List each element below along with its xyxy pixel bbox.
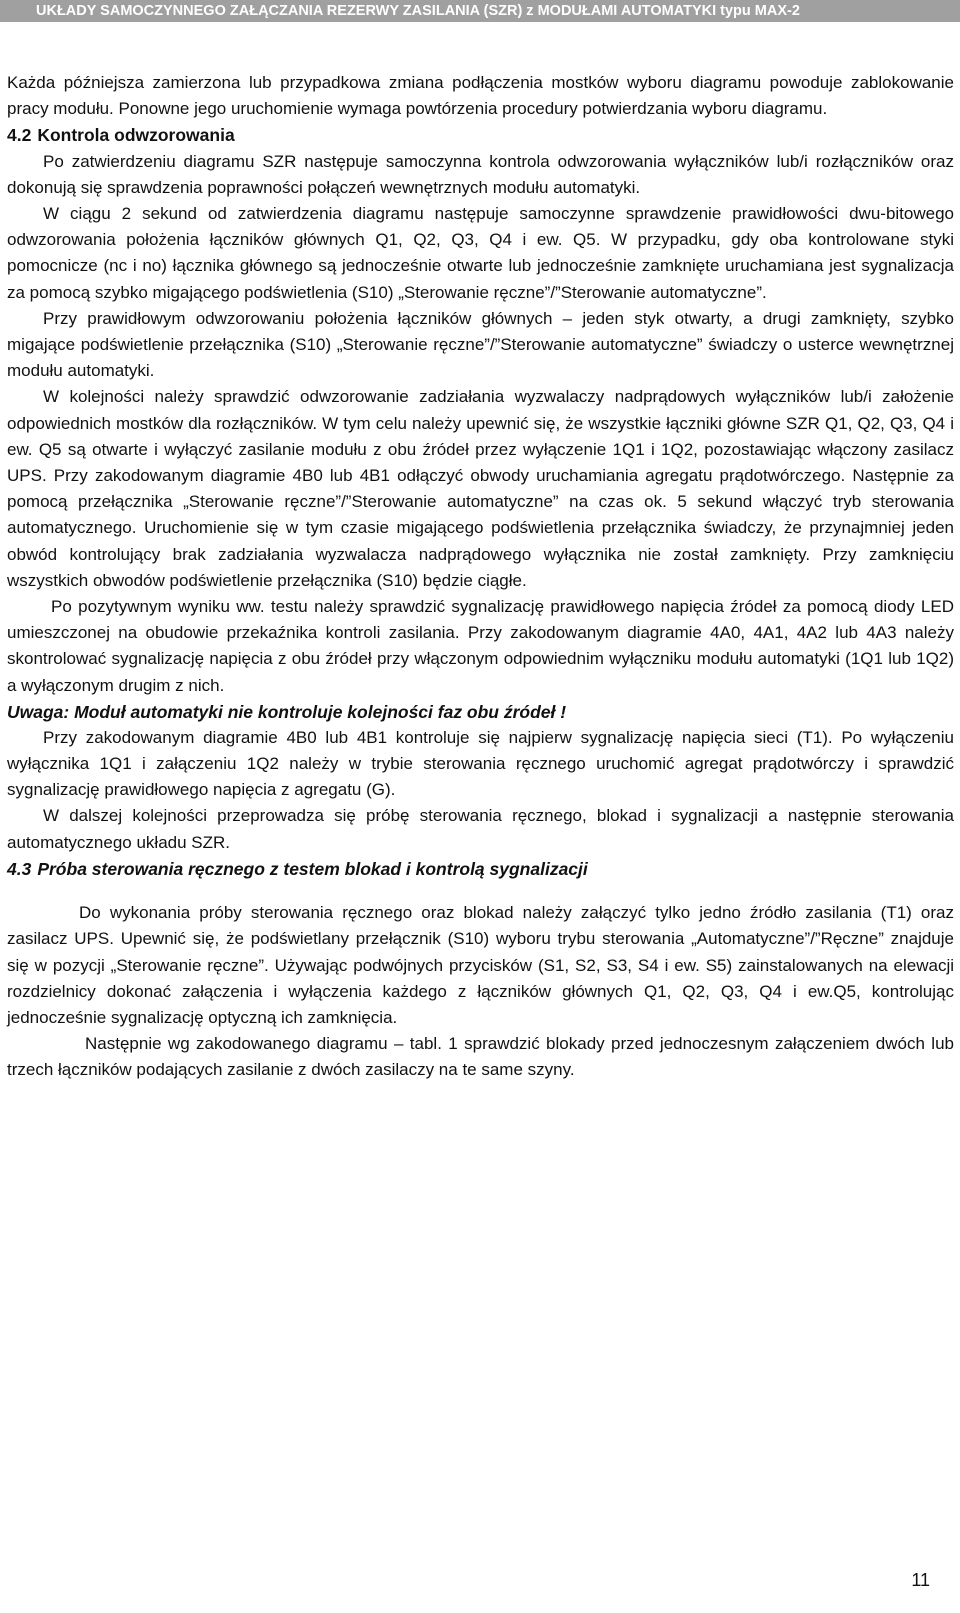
intro-paragraph: Każda późniejsza zamierzona lub przypadkowa zmiana podłączenia mostków wyboru diagramu powoduje zablokowanie pracy modułu. Ponowne jego uruchomienie wymaga powtórzenia procedury potwierdzania wyboru diagramu. xyxy=(7,73,954,119)
paragraph: W ciągu 2 sekund od zatwierdzenia diagramu następuje samoczynne sprawdzenie prawidłowości dwu-bitowego odwzorowania położenia łączników głównych Q1, Q2, Q3, Q4 i ew. Q5. W przypadku, gdy oba kontrolowane styki pomocnicze (nc i no) łącznika głównego są jednocześnie otwarte lub jednocześnie zamknięte uruchamiana jest sygnalizacja za pomocą szybko migającego podświetlenia (S10) „Sterowanie ręczne”/”Sterowanie automatyczne”. xyxy=(7,204,954,302)
section-number: 4.2 xyxy=(7,125,32,146)
paragraph: Po pozytywnym wyniku ww. testu należy sprawdzić sygnalizację prawidłowego napięcia źródeł za pomocą diody LED umieszczonej na obudowie przekaźnika kontroli zasilania. Przy zakodowanym diagramie 4A0, 4A1, 4A2 lub 4A3 należy skontrolować sygnalizację napięcia z obu źródeł przy włączonym odpowiednim wyłączniku modułu automatyki (1Q1 lub 1Q2) a wyłączonym drugim z nich. xyxy=(7,597,954,695)
document-body xyxy=(7,70,954,1084)
section-number: 4.3 xyxy=(7,858,32,879)
section-title: Próba sterowania ręcznego z testem blokad i kontrolą sygnalizacji xyxy=(37,858,588,879)
warning-note: Uwaga: Moduł automatyki nie kontroluje kolejności faz obu źródeł ! xyxy=(7,701,567,722)
document-header-title: UKŁADY SAMOCZYNNEGO ZAŁĄCZANIA REZERWY ZASILANIA (SZR) z MODUŁAMI AUTOMATYKI typu MAX-2 xyxy=(36,3,800,19)
section-heading-4-2 xyxy=(7,122,954,148)
section-heading-4-3 xyxy=(7,856,954,882)
paragraph: Przy prawidłowym odwzorowaniu położenia łączników głównych – jeden styk otwarty, a drugi zamknięty, szybko migające podświetlenie przełącznika (S10) „Sterowanie ręczne”/”Sterowanie automatyczne” świadczy o usterce wewnętrznej modułu automatyki. xyxy=(7,308,954,381)
paragraph: Po zatwierdzeniu diagramu SZR następuje samoczynna kontrola odwzorowania wyłączników lub/i rozłączników oraz dokonują się sprawdzenia poprawności połączeń wewnętrznych modułu automatyki. xyxy=(7,151,954,197)
paragraph: W kolejności należy sprawdzić odwzorowanie zadziałania wyzwalaczy nadprądowych wyłączników lub/i założenie odpowiednich mostków dla rozłączników. W tym celu należy upewnić się, że wszystkie łączniki główne SZR Q1, Q2, Q3, Q4 i ew. Q5 są otwarte i wyłączyć zasilanie modułu z obu źródeł przez wyłączenie 1Q1 i 1Q2, pozostawiając włączony zasilacz UPS. Przy zakodowanym diagramie 4B0 lub 4B1 odłączyć obwody uruchamiania agregatu prądotwórczego. Następnie za pomocą przełącznika „Sterowanie ręczne”/”Sterowanie automatyczne” na czas ok. 5 sekund włączyć tryb sterowania automatycznego. Uruchomienie się w tym czasie migającego podświetlenia przełącznika świadczy, że przynajmniej jeden obwód kontrolujący brak zadziałania wyzwalacza nadprądowego wyłącznika nie został zamknięty. Przy zamknięciu wszystkich obwodów podświetlenie przełącznika (S10) będzie ciągłe. xyxy=(7,387,954,590)
paragraph: Do wykonania próby sterowania ręcznego oraz blokad należy załączyć tylko jedno źródło zasilania (T1) oraz zasilacz UPS. Upewnić się, że podświetlany przełącznik (S10) wyboru trybu sterowania „Automatyczne”/”Ręczne” znajduje się w pozycji „Sterowanie ręczne”. Używając podwójnych przycisków (S1, S2, S3, S4 i ew. S5) zainstalowanych na elewacji rozdzielnicy dokonać załączenia i wyłączenia każdego z łączników głównych Q1, Q2, Q3, Q4 i ew.Q5, kontrolując jednocześnie sygnalizację optyczną ich zamknięcia. xyxy=(7,903,954,1027)
paragraph: Następnie wg zakodowanego diagramu – tabl. 1 sprawdzić blokady przed jednoczesnym załączeniem dwóch lub trzech łączników podających zasilanie z dwóch zasilaczy na te same szyny. xyxy=(7,1034,954,1080)
section-title: Kontrola odwzorowania xyxy=(37,125,235,146)
page-number: 11 xyxy=(911,1570,930,1590)
paragraph: Przy zakodowanym diagramie 4B0 lub 4B1 kontroluje się najpierw sygnalizację napięcia sieci (T1). Po wyłączeniu wyłącznika 1Q1 i załączeniu 1Q2 należy w trybie sterowania ręcznego uruchomić agregat prądotwórczy i sprawdzić sygnalizację prawidłowego napięcia z agregatu (G). xyxy=(7,727,954,800)
paragraph: W dalszej kolejności przeprowadza się próbę sterowania ręcznego, blokad i sygnalizacji a następnie sterowania automatycznego układu SZR. xyxy=(7,806,954,852)
document-header xyxy=(0,0,960,22)
